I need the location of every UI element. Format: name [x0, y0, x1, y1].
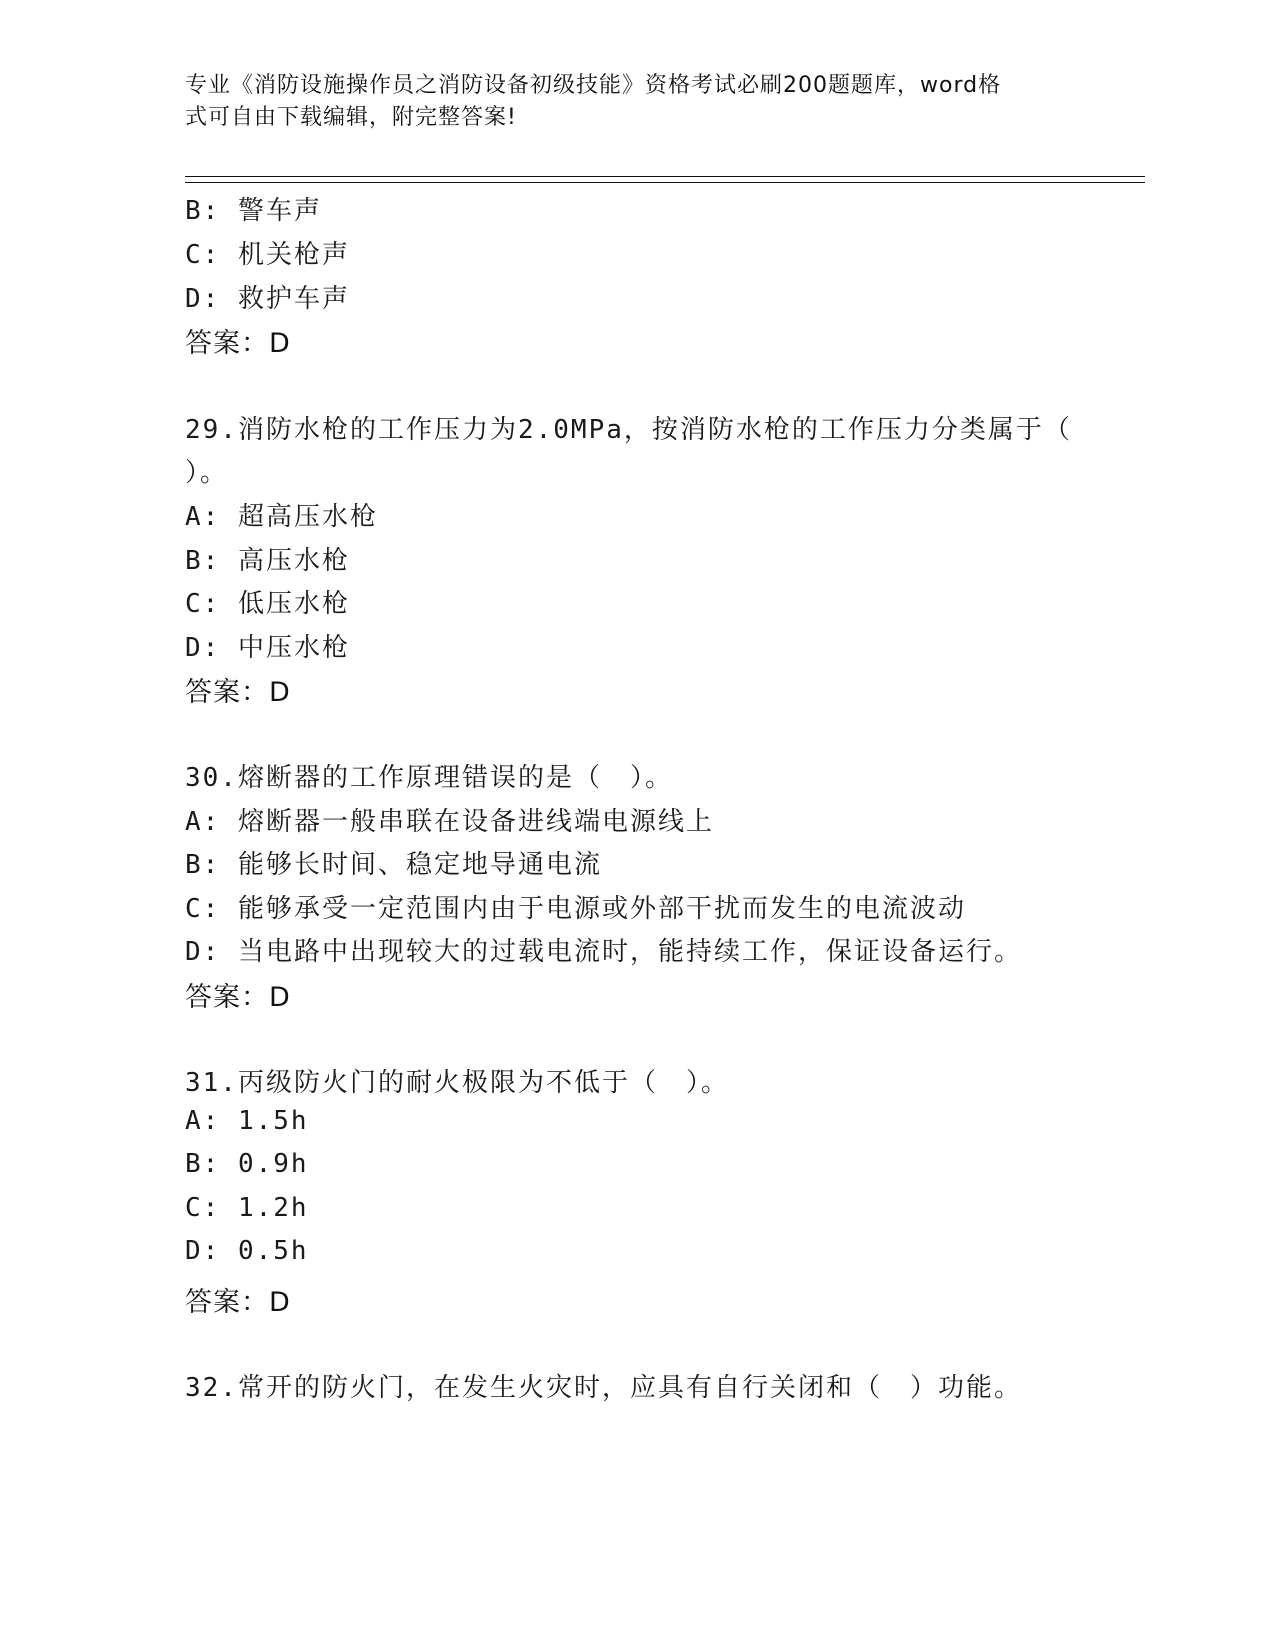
- answer: 答案：D: [185, 1287, 291, 1318]
- question-stem-continued: ）。: [185, 458, 229, 488]
- document-header: [185, 70, 1065, 134]
- question-stem: 30.熔断器的工作原理错误的是（ ）。: [185, 763, 673, 793]
- option-b: B: 0.9h: [185, 1149, 309, 1179]
- option-c: C: 1.2h: [185, 1193, 309, 1223]
- header-line-2: 式可自由下载编辑，附完整答案!: [185, 105, 517, 130]
- option-b: B: 警车声: [185, 196, 322, 226]
- answer: 答案：D: [185, 328, 291, 359]
- header-divider-bottom: [185, 182, 1145, 183]
- option-b: B: 高压水枪: [185, 546, 350, 576]
- option-c: C: 能够承受一定范围内由于电源或外部干扰而发生的电流波动: [185, 894, 966, 924]
- option-d: D: 中压水枪: [185, 633, 350, 663]
- header-divider-top: [185, 176, 1145, 177]
- question-stem: 31.丙级防火门的耐火极限为不低于（ ）。: [185, 1068, 729, 1098]
- option-d: D: 救护车声: [185, 284, 350, 314]
- header-line-1: 专业《消防设施操作员之消防设备初级技能》资格考试必刷200题题库，word格: [185, 73, 1002, 98]
- option-c: C: 机关枪声: [185, 240, 350, 270]
- option-a: A: 1.5h: [185, 1106, 309, 1136]
- option-d: D: 0.5h: [185, 1236, 309, 1266]
- question-stem: 32.常开的防火门，在发生火灾时，应具有自行关闭和（ ）功能。: [185, 1373, 1022, 1403]
- answer: 答案：D: [185, 982, 291, 1013]
- option-a: A: 熔断器一般串联在设备进线端电源线上: [185, 807, 714, 837]
- answer: 答案：D: [185, 677, 291, 708]
- option-d: D: 当电路中出现较大的过载电流时，能持续工作，保证设备运行。: [185, 937, 1022, 967]
- option-b: B: 能够长时间、稳定地导通电流: [185, 850, 602, 880]
- option-c: C: 低压水枪: [185, 589, 350, 619]
- option-a: A: 超高压水枪: [185, 502, 378, 532]
- question-stem: 29.消防水枪的工作压力为2.0MPa，按消防水枪的工作压力分类属于（: [185, 415, 1072, 445]
